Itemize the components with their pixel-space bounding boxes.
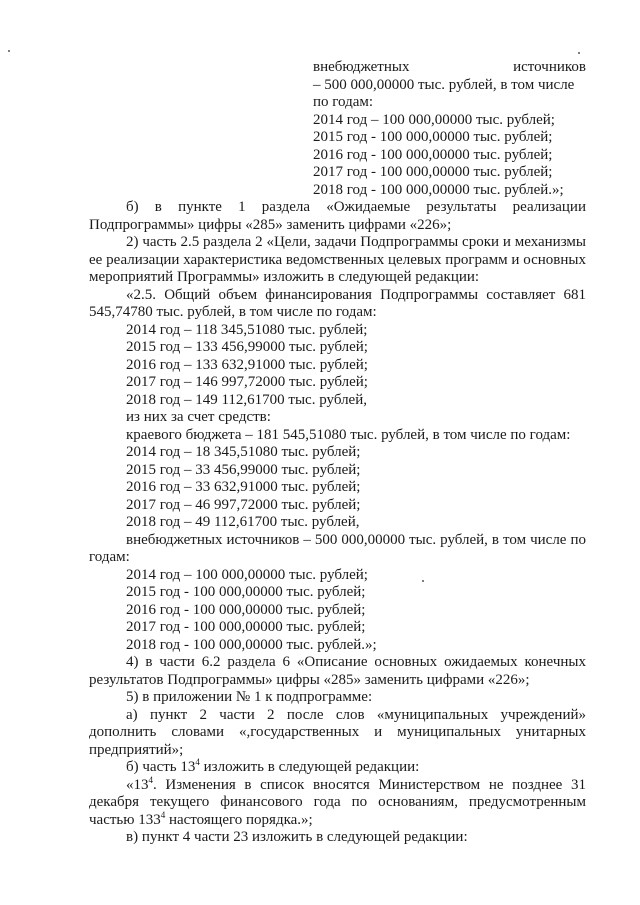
paragraph-item-5b <box>89 759 586 777</box>
year-line: 2018 год - 100 000,00000 тыс. рублей.»; <box>126 636 377 653</box>
year-line: 2016 год - 100 000,00000 тыс. рублей; <box>126 601 366 618</box>
by-years-line: по годам: <box>313 94 374 110</box>
year-line: 2017 год - 100 000,00000 тыс. рублей; <box>126 619 366 635</box>
paragraph-item-5: 5) в приложении № 1 к подпрограмме: <box>126 689 373 705</box>
regional-budget-line: краевого бюджета – 181 545,51080 тыс. рублей, в том числе по годам: <box>126 426 571 443</box>
item-5b-tail: изложить в следующей редакции: <box>199 759 420 775</box>
year-line: 2016 год – 133 632,91000 тыс. рублей; <box>126 356 368 373</box>
document-body <box>89 59 586 847</box>
year-line: 2016 год - 100 000,00000 тыс. рублей; <box>313 146 553 163</box>
year-line: 2017 год - 100 000,00000 тыс. рублей; <box>313 164 553 180</box>
year-line: 2014 год – 100 000,00000 тыс. рублей; <box>126 566 368 583</box>
scan-speck <box>8 50 10 52</box>
paragraph-item-2: 2) часть 2.5 раздела 2 «Цели, задачи Подпрограммы сроки и механизмы ее реализации характеристика ведомственных целевых программ и основных мероприятий Программы» изложить в следующей редакции: <box>89 234 586 285</box>
year-line: 2015 год – 133 456,99000 тыс. рублей; <box>126 339 368 355</box>
quote-end: настоящего порядка.»; <box>165 811 313 828</box>
item-5b-text: б) часть 13 <box>126 759 196 775</box>
offbudget-word: внебюджетных <box>313 59 410 75</box>
year-line: 2016 год – 33 632,91000 тыс. рублей; <box>126 479 361 495</box>
from-sources-line: из них за счет средств: <box>126 409 271 425</box>
offbudget-amount-line: – 500 000,00000 тыс. рублей, в том числе <box>313 76 575 93</box>
year-line: 2018 год - 100 000,00000 тыс. рублей.»; <box>313 181 564 198</box>
superscript: 4 <box>195 757 200 767</box>
paragraph-item-5a: а) пункт 2 части 2 после слов «муниципальных учреждений» дополнить словами «,государственных и муниципальных унитарных предприятий»; <box>89 706 586 758</box>
quote-start: «13 <box>126 776 149 793</box>
year-line: 2014 год – 18 345,51080 тыс. рублей; <box>126 444 361 460</box>
sources-word: источников <box>513 59 586 75</box>
year-line: 2017 год – 146 997,72000 тыс. рублей; <box>126 374 368 390</box>
offbudget-continuation <box>89 59 586 199</box>
year-line: 2018 год – 49 112,61700 тыс. рублей, <box>126 514 360 530</box>
year-line: 2014 год – 100 000,00000 тыс. рублей; <box>313 111 555 128</box>
offbudget-years-list <box>89 567 586 655</box>
year-line: 2014 год – 118 345,51080 тыс. рублей; <box>126 321 368 338</box>
year-line: 2015 год - 100 000,00000 тыс. рублей; <box>126 584 366 600</box>
offbudget-sources-line: внебюджетных источников – 500 000,00000 тыс. рублей, в том числе по годам: <box>89 531 586 565</box>
offbudget-line <box>313 59 586 77</box>
quote-body: . Изменения в список вносятся Министерством не позднее 31 декабря текущего финансового года по основаниям, предусмотренным частью 133 <box>89 776 586 828</box>
total-years-list <box>89 322 586 532</box>
superscript: 4 <box>148 774 153 785</box>
year-line: 2015 год - 100 000,00000 тыс. рублей; <box>313 129 553 145</box>
quote-part-13-4 <box>89 774 586 830</box>
year-line: 2017 год – 46 997,72000 тыс. рублей; <box>126 496 361 513</box>
year-line: 2018 год – 149 112,61700 тыс. рублей, <box>126 391 367 408</box>
section-2-5-intro: «2.5. Общий объем финансирования Подпрограммы составляет 681 545,74780 тыс. рублей, в том числе по годам: <box>89 286 586 320</box>
year-line: 2015 год – 33 456,99000 тыс. рублей; <box>126 461 361 478</box>
superscript: 4 <box>160 809 166 820</box>
scan-speck <box>578 52 580 54</box>
paragraph-item-4: 4) в части 6.2 раздела 6 «Описание основных ожидаемых конечных результатов Подпрограммы» цифры «285» заменить цифрами «226»; <box>89 654 586 688</box>
paragraph-item-b: б) в пункте 1 раздела «Ожидаемые результаты реализации Подпрограммы» цифры «285» заменить цифрами «226»; <box>89 199 586 233</box>
paragraph-item-5c: в) пункт 4 части 23 изложить в следующей редакции: <box>126 829 468 845</box>
